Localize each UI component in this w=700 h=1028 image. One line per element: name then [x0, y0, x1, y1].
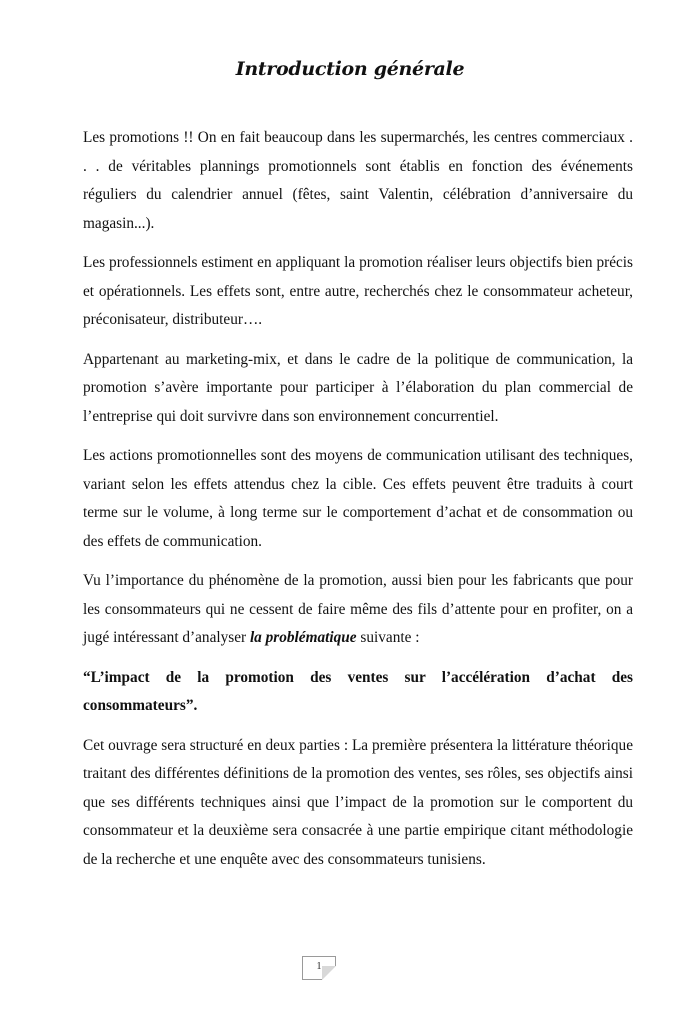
problematique-emphasis: la problématique: [249, 629, 357, 646]
paragraph-1: Les promotions !! On en fait beaucoup dans les supermarchés, les centres commerciaux . . . de véritables plannings promotionnels sont établis en fonction des événements réguliers du calendrier annuel (fêtes, saint Valentin, célébration d’anniversaire du magasin...).: [83, 129, 633, 232]
paragraph-5-end: suivante :: [360, 629, 420, 646]
paragraph-5-text: Vu l’importance du phénomène de la promotion, aussi bien pour les fabricants que pour les consommateurs qui ne cessent de faire même des fils d’attente pour en profiter, on a jugé intéressant d’analyser: [83, 572, 633, 646]
page-number: 1: [302, 956, 336, 980]
paragraph-4: Les actions promotionnelles sont des moyens de communication utilisant des techniques, variant selon les effets attendus chez la cible. Ces effets peuvent être traduits à court terme sur le volume, à long terme sur le comportement d’achat et de consommation ou des effets de communication.: [83, 447, 633, 550]
paragraph-structure: Cet ouvrage sera structuré en deux parties : La première présentera la littérature théorique traitant des différentes définitions de la promotion des ventes, ses rôles, ses objectifs ainsi que ses différents techniques ainsi que l’impact de la promotion sur le comportent du consommateur et la deuxième sera consacrée à une partie empirique citant méthodologie de la recherche et une enquête avec des consommateurs tunisiens.: [83, 736, 633, 868]
paragraph-5: [83, 567, 633, 653]
page-title: Introduction générale: [235, 58, 465, 80]
research-question: “L’impact de la promotion des ventes sur l’accélération d’achat des consommateurs”.: [83, 668, 633, 714]
document-body: [83, 124, 633, 885]
paragraph-2: Les professionnels estiment en appliquant la promotion réaliser leurs objectifs bien précis et opérationnels. Les effets sont, entre autre, recherchés chez le consommateur acheteur, préconisateur, distributeur….: [83, 254, 633, 328]
paragraph-3: Appartenant au marketing-mix, et dans le cadre de la politique de communication, la promotion s’avère importante pour participer à l’élaboration du plan commercial de l’entreprise qui doit survivre dans son environnement concurrentiel.: [83, 350, 633, 425]
